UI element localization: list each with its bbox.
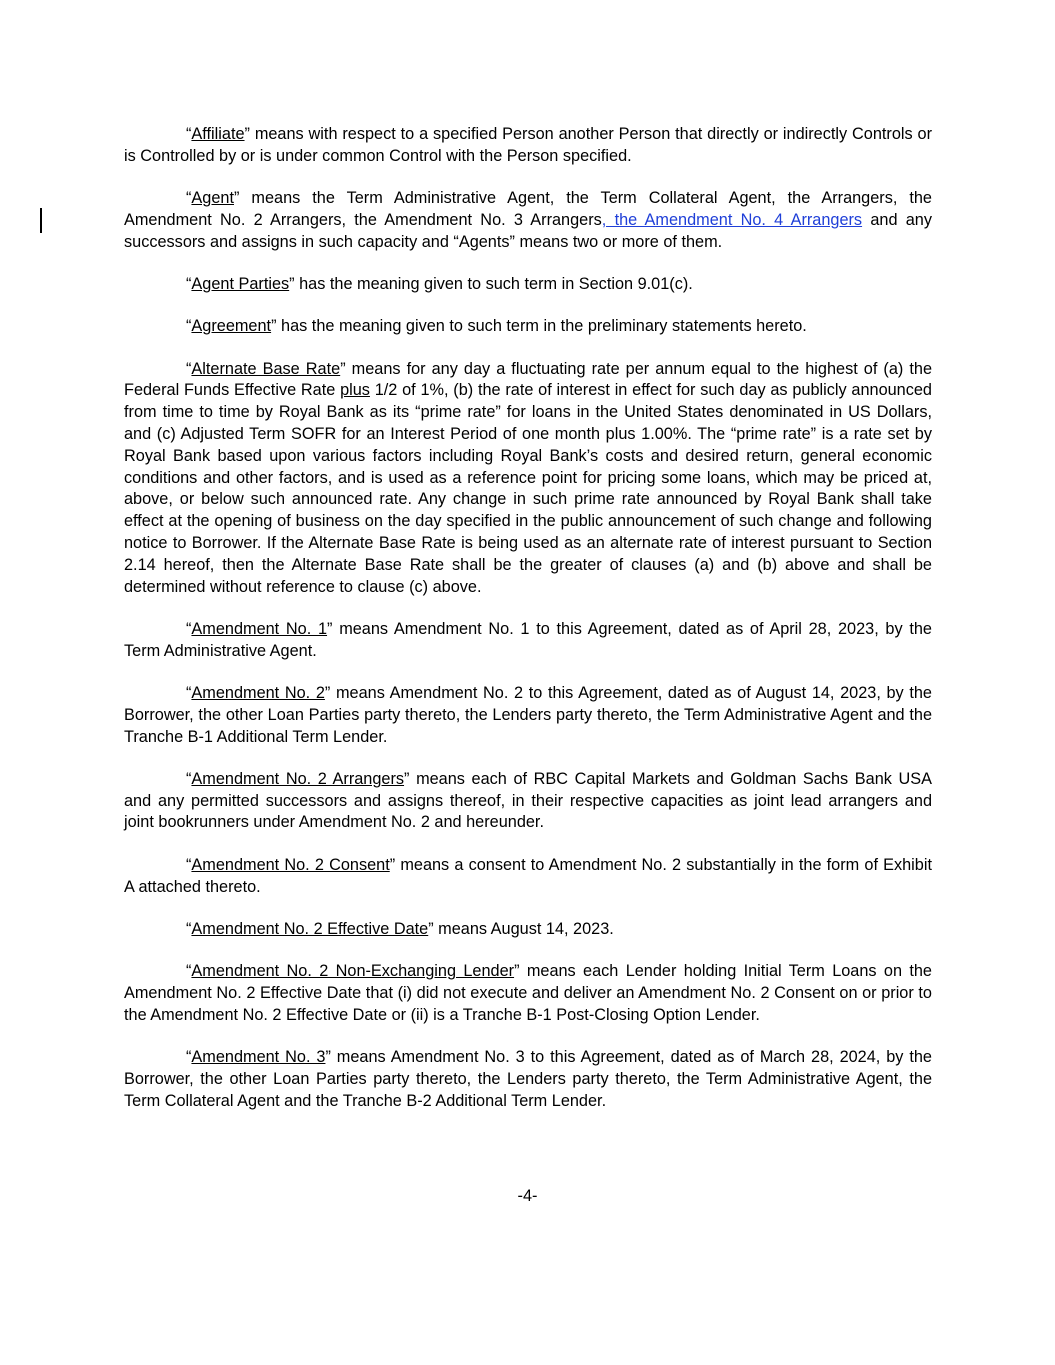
- defined-term-amendment-no-2-effective-date: Amendment No. 2 Effective Date: [191, 919, 429, 938]
- definition-text: has the meaning given to such term in Section 9.01(c).: [294, 274, 693, 293]
- definition-text: means a consent to Amendment No. 2 substantially in the form of Exhibit A attached thereto.: [124, 855, 932, 896]
- definition-text-continued: and any successors and assigns in such capacity and “Agents” means two or more of them.: [124, 210, 932, 251]
- definition-agent-parties: “Agent Parties” has the meaning given to such term in Section 9.01(c).: [186, 274, 693, 293]
- definition-text: has the meaning given to such term in the preliminary statements hereto.: [276, 317, 807, 336]
- emphasis-plus: plus: [340, 381, 370, 400]
- defined-term-amendment-no-3: Amendment No. 3: [191, 1048, 326, 1066]
- revision-change-bar: [40, 208, 42, 233]
- definition-text-continued: 1/2 of 1%, (b) the rate of interest in effect for such day as publicly announced from time to time by Royal Bank as its “prime rate” for loans in the United States denominated in US Dollars, and (c) Adjusted Term SOFR for an Interest Period of one month plus 1.00%. The “prime rate” is a rate set by Royal Bank based upon various factors including Royal Bank’s costs and desired return, general economic conditions and other factors, and is used as a reference point for pricing some loans, which may be priced at, above, or below such announced rate. Any change in such prime rate announced by Royal Bank shall take effect at the opening of business on the day specified in the public announcement of such change and following notice to Borrower. If the Alternate Base Rate is being used as an alternate rate of interest pursuant to Section 2.14 hereof, then the Alternate Base Rate shall be the greater of clauses (a) and (b) above and shall be determined without reference to clause (c) above.: [124, 381, 932, 596]
- definition-alternate-base-rate: “Alternate Base Rate” means for any day a fluctuating rate per annum equal to the highest of (a) the Federal Funds Effective Rate plus 1/2 of 1%, (b) the rate of interest in effect for such day as publicly announced from time to time by Royal Bank as its “prime rate” for loans in the United States denominated in US Dollars, and (c) Adjusted Term SOFR for an Interest Period of one month plus 1.00%. The “prime rate” is a rate set by Royal Bank based upon various factors including Royal Bank’s costs and desired return, general economic conditions and other factors, and is used as a reference point for pricing some loans, which may be priced at, above, or below such announced rate. Any change in such prime rate announced by Royal Bank shall take effect at the opening of business on the day specified in the public announcement of such change and following notice to Borrower. If the Alternate Base Rate is being used as an alternate rate of interest pursuant to Section 2.14 hereof, then the Alternate Base Rate shall be the greater of clauses (a) and (b) above and shall be determined without reference to clause (c) above.: [124, 359, 933, 596]
- definitions-section: [124, 124, 932, 1133]
- definition-text: means Amendment No. 3 to this Agreement, dated as of March 28, 2024, by the Borrower, the other Loan Parties party thereto, the Lenders party thereto, the Term Administrative Agent, the Term Collateral Agent and the Tranche B-2 Additional Term Lender.: [124, 1048, 932, 1110]
- inserted-revision-text: , the Amendment No. 4 Arrangers: [601, 210, 863, 229]
- definition-affiliate: “Affiliate” means with respect to a specified Person another Person that directly or indirectly Controls or is Controlled by or is under common Control with the Person specified.: [124, 125, 932, 165]
- definition-text: means Amendment No. 2 to this Agreement, dated as of August 14, 2023, by the Borrower, the other Loan Parties party thereto, the Lenders party thereto, the Term Administrative Agent and the Tranche B-1 Additional Term Lender.: [124, 683, 932, 746]
- definition-text: means with respect to a specified Person another Person that directly or indirectly Controls or is Controlled by or is under common Control with the Person specified.: [124, 125, 932, 165]
- definition-amendment-no-2-non-exchanging-lender: “Amendment No. 2 Non-Exchanging Lender” means each Lender holding Initial Term Loans on the Amendment No. 2 Effective Date that (i) did not execute and deliver an Amendment No. 2 Consent on or prior to the Amendment No. 2 Effective Date or (ii) is a Tranche B-1 Post-Closing Option Lender.: [124, 962, 932, 1024]
- definition-agreement: “Agreement” has the meaning given to such term in the preliminary statements hereto.: [186, 317, 807, 336]
- defined-term-agent: Agent: [191, 189, 234, 208]
- definition-text: means for any day a fluctuating rate per annum equal to the highest of (a) the Federal Funds Effective Rate: [124, 359, 933, 400]
- definition-text: means August 14, 2023.: [433, 919, 614, 938]
- definition-text: means each Lender holding Initial Term Loans on the Amendment No. 2 Effective Date that (i) did not execute and deliver an Amendment No. 2 Consent on or prior to the Amendment No. 2 Effective Date or (ii) is a Tranche B-1 Post-Closing Option Lender.: [124, 962, 932, 1024]
- definition-text: means each of RBC Capital Markets and Goldman Sachs Bank USA and any permitted successors and assigns thereof, in their respective capacities as joint lead arrangers and joint bookrunners under Amendment No. 2 and hereunder.: [124, 769, 932, 832]
- definition-agent: “Agent” means the Term Administrative Agent, the Term Collateral Agent, the Arrangers, the Amendment No. 2 Arrangers, the Amendment No. 3 Arrangers, the Amendment No. 4 Arrangers and any successors and assigns in such capacity and “Agents” means two or more of them.: [124, 189, 932, 251]
- definition-amendment-no-2-consent: “Amendment No. 2 Consent” means a consent to Amendment No. 2 substantially in the form of Exhibit A attached thereto.: [124, 855, 932, 896]
- definition-amendment-no-1: “Amendment No. 1” means Amendment No. 1 to this Agreement, dated as of April 28, 2023, by the Term Administrative Agent.: [124, 619, 932, 660]
- definition-text: means Amendment No. 1 to this Agreement, dated as of April 28, 2023, by the Term Administrative Agent.: [124, 619, 932, 660]
- defined-term-amendment-no-1: Amendment No. 1: [191, 619, 328, 638]
- definition-amendment-no-2: “Amendment No. 2” means Amendment No. 2 to this Agreement, dated as of August 14, 2023, by the Borrower, the other Loan Parties party thereto, the Lenders party thereto, the Term Administrative Agent and the Tranche B-1 Additional Term Lender.: [124, 683, 932, 746]
- defined-term-agreement: Agreement: [191, 317, 272, 336]
- defined-term-amendment-no-2-non-exchanging-lender: Amendment No. 2 Non-Exchanging Lender: [191, 962, 515, 981]
- defined-term-alternate-base-rate: Alternate Base Rate: [191, 359, 341, 378]
- defined-term-agent-parties: Agent Parties: [191, 274, 290, 293]
- definition-amendment-no-3: “Amendment No. 3” means Amendment No. 3 to this Agreement, dated as of March 28, 2024, by the Borrower, the other Loan Parties party thereto, the Lenders party thereto, the Term Administrative Agent, the Term Collateral Agent and the Tranche B-2 Additional Term Lender.: [124, 1048, 932, 1110]
- definition-text: means the Term Administrative Agent, the Term Collateral Agent, the Arrangers, the Amendment No. 2 Arrangers, the Amendment No. 3 Arrangers: [124, 189, 932, 229]
- definition-amendment-no-2-effective-date: “Amendment No. 2 Effective Date” means August 14, 2023.: [186, 919, 614, 938]
- defined-term-amendment-no-2: Amendment No. 2: [191, 683, 325, 702]
- page-number: -4-: [517, 1187, 538, 1205]
- definition-amendment-no-2-arrangers: “Amendment No. 2 Arrangers” means each of RBC Capital Markets and Goldman Sachs Bank USA and any permitted successors and assigns thereof, in their respective capacities as joint lead arrangers and joint bookrunners under Amendment No. 2 and hereunder.: [124, 769, 932, 832]
- defined-term-amendment-no-2-arrangers: Amendment No. 2 Arrangers: [191, 769, 405, 788]
- defined-term-amendment-no-2-consent: Amendment No. 2 Consent: [191, 855, 390, 874]
- defined-term-affiliate: Affiliate: [191, 125, 245, 143]
